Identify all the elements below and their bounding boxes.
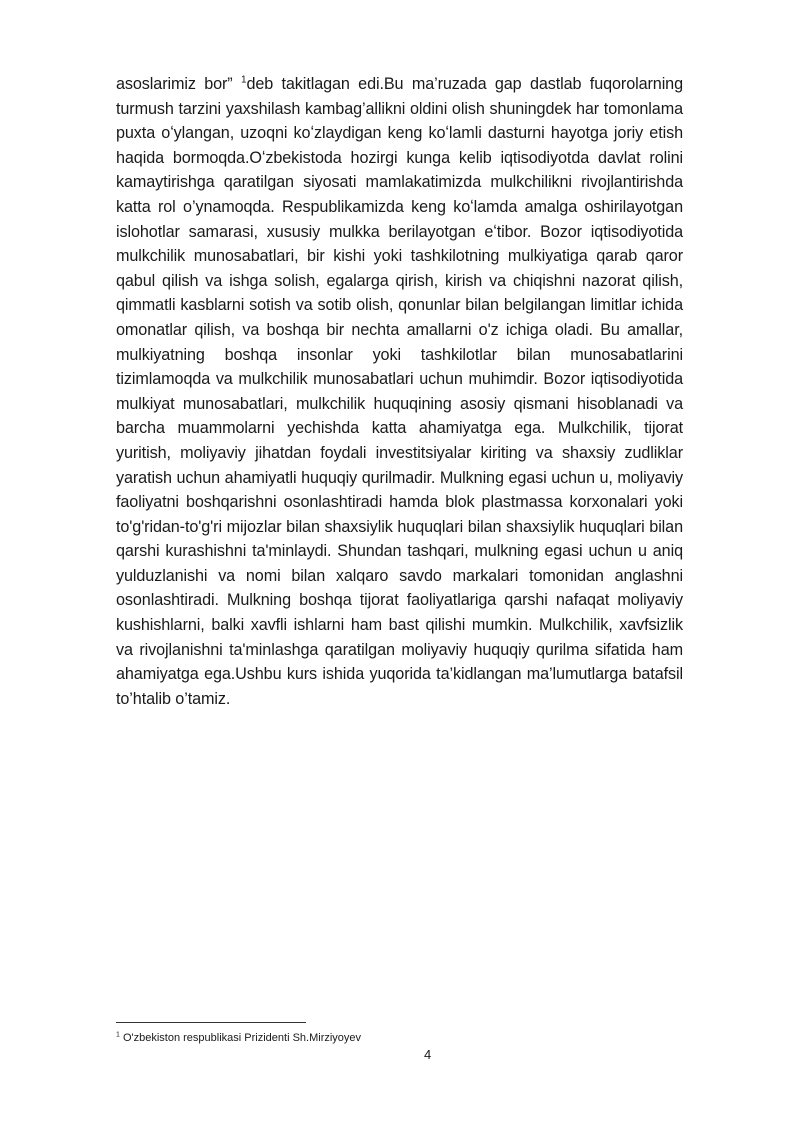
footnote <box>116 1031 361 1045</box>
footnote-text: O'zbekiston respublikasi Prizidenti Sh.Mirziyoyev <box>119 1032 362 1044</box>
footnote-separator <box>116 1022 306 1023</box>
page-number: 4 <box>424 1047 432 1062</box>
footnote-reference[interactable]: 1 <box>240 74 247 86</box>
body-paragraph <box>116 72 683 711</box>
paragraph-text: deb takitlagan edi.Bu ma’ruzada gap dastlab fuqorolarning turmush tarzini yaxshilash kambag’allikni oldini olish shuningdek har tomonlama puxta oʻylangan, uzoqni koʻzlaydigan keng koʻlamli dasturni hayotga joriy etish haqida bormoqda.Oʻzbekistoda hozirgi kunga kelib iqtisodiyotda davlat rolini kamaytirishga qaratilgan siyosati mamlakatimizda mulkchilikni rivojlantirishda katta rol o’ynamoqda. Respublikamizda keng koʻlamda amalga oshirilayotgan islohotlar samarasi, xususiy mulkka berilayotgan eʻtibor. Bozor iqtisodiyotida mulkchilik munosabatlari, bir kishi yoki tashkilotning mulkiyatiga qarab qaror qabul qilish va ishga solish, egalarga qirish, kirish va chiqishni nazorat qilish, qimmatli kasblarni sotish va sotib olish, qonunlar bilan belgilangan limitlar ichida omonatlar qilish, va boshqa bir nechta amallarni o'z ichiga oladi. Bu amallar, mulkiyatning boshqa insonlar yoki tashkilotlar bilan munosabatlarini tizimlamoqda va mulkchilik munosabatlari uchun muhimdir. Bozor iqtisodiyotida mulkiyat munosabatlari, mulkchilik huquqining asosiy qismani hisoblanadi va barcha muammolarni yechishda katta ahamiyatga ega. Mulkchilik, tijorat yuritish, moliyaviy jihatdan foydali investitsiyalar kiriting va shaxsiy zudliklar yaratish uchun ahamiyatli huquqiy qurilmadir. Mulkning egasi uchun u, moliyaviy faoliyatni boshqarishni osonlashtiradi hamda blok plastmassa korxonalari yoki to'g'ridan-to'g'ri mijozlar bilan shaxsiylik huquqlari bilan shaxsiylik huquqlari bilan qarshi kurashishni ta'minlaydi. Shundan tashqari, mulkning egasi uchun u aniq yulduzlanishi va nomi bilan xalqaro savdo markalari tomonidan anglashni osonlashtiradi. Mulkning boshqa tijorat faoliyatlariga qarshi nafaqat moliyaviy kushishlarni, balki xavfli ishlarni ham bast qilishi mumkin. Mulkchilik, xavfsizlik va rivojlanishni ta'minlashga qaratilgan moliyaviy huquqiy qurilma sifatida ham ahamiyatga ega.Ushbu kurs ishida yuqorida ta’kidlangan ma’lumutlarga batafsil to’htalib o’tamiz. <box>116 75 683 708</box>
footnote-marker: 1 <box>116 1031 120 1039</box>
paragraph-start: asoslarimiz bor” <box>116 75 241 93</box>
